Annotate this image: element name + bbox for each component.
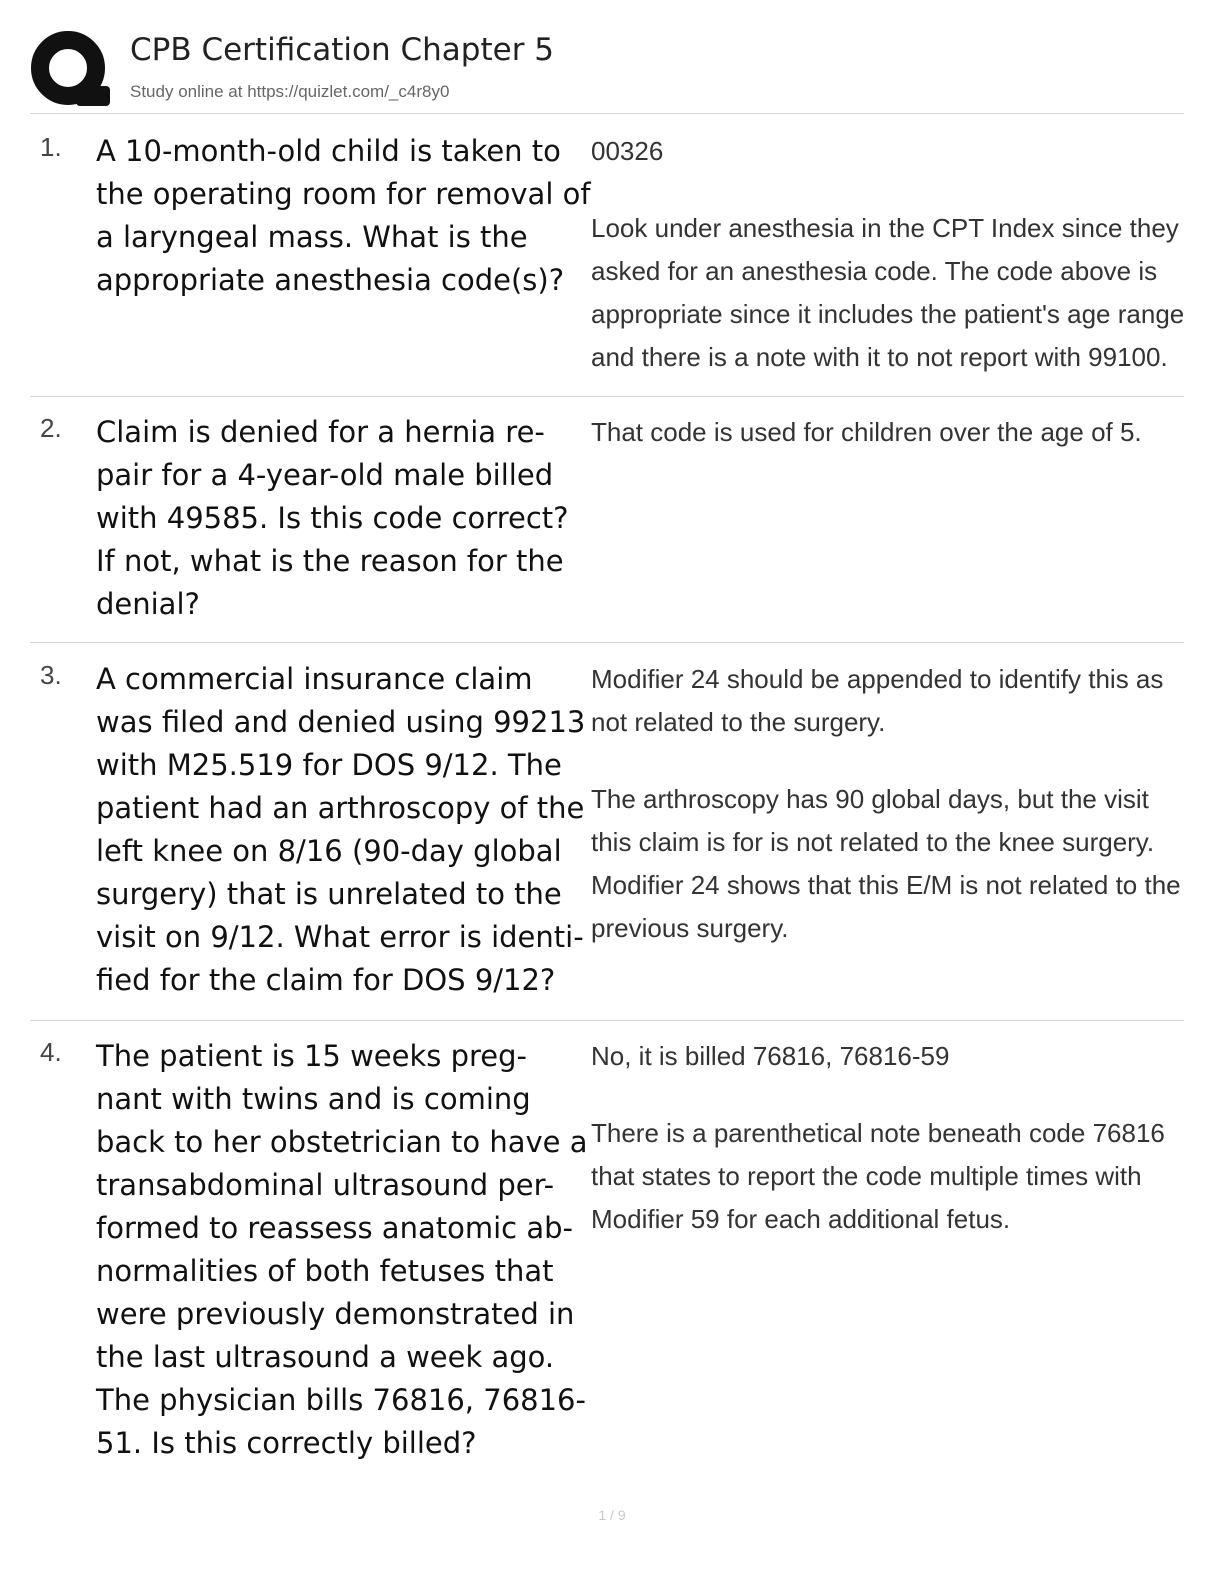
card-divider (30, 642, 1184, 643)
definition-answer: That code is used for children over the age of 5. (591, 417, 1142, 447)
card-number: 3. (40, 660, 62, 690)
card-number: 1. (40, 132, 62, 162)
card-definition (591, 658, 1186, 950)
card-number: 2. (40, 413, 62, 443)
card-number: 4. (40, 1037, 62, 1067)
card-term: A 10-month-old child is taken to the operating room for removal of a laryngeal mass. What is the appropriate anesthesia code(s)? (96, 134, 591, 297)
definition-explanation: There is a parenthetical note beneath code 76816 that states to report the code multiple times with Modifier 59 for each additional fetus. (591, 1118, 1165, 1234)
card-definition (591, 1035, 1186, 1241)
card-divider (30, 396, 1184, 397)
card-term: The patient is 15 weeks preg-nant with twins and is coming back to her obstetrician to have a transabdominal ultrasound per-formed to reassess anatomic ab-normalities of both fetuses that were previously demonstrated in the last ultrasound a week ago. The physician bills 76816, 76816-51. Is this correctly billed? (96, 1039, 588, 1460)
card-definition (591, 130, 1186, 379)
definition-explanation: Look under anesthesia in the CPT Index since they asked for an anesthesia code. The code above is appropriate since it includes the patient's age range and there is a note with it to not report with 99100. (591, 213, 1185, 372)
card-term: A commercial insurance claim was filed and denied using 99213 with M25.519 for DOS 9/12. The patient had an arthroscopy of the left knee on 8/16 (90-day global surgery) that is unrelated to the visit on 9/12. What error is identi-fied for the claim for DOS 9/12? (96, 662, 586, 997)
card-term: Claim is denied for a hernia re-pair for a 4-year-old male billed with 49585. Is this code correct? If not, what is the reason for the denial? (96, 415, 569, 621)
document-header (30, 28, 1184, 114)
header-divider (30, 113, 1184, 114)
page-number: 1 / 9 (598, 1507, 626, 1523)
page-title: CPB Certification Chapter 5 (130, 32, 555, 68)
study-online-link[interactable]: Study online at https://quizlet.com/_c4r8y0 (130, 82, 450, 101)
definition-answer: 00326 (591, 136, 664, 166)
definition-answer: Modifier 24 should be appended to identify this as not related to the surgery. (591, 664, 1164, 737)
card-definition (591, 411, 1186, 454)
definition-explanation: The arthroscopy has 90 global days, but the visit this claim is for is not related to the knee surgery. Modifier 24 shows that this E/M is not related to the previous surgery. (591, 784, 1181, 943)
definition-answer: No, it is billed 76816, 76816-59 (591, 1041, 950, 1071)
card-divider (30, 1020, 1184, 1021)
quizlet-logo-icon (30, 30, 110, 110)
